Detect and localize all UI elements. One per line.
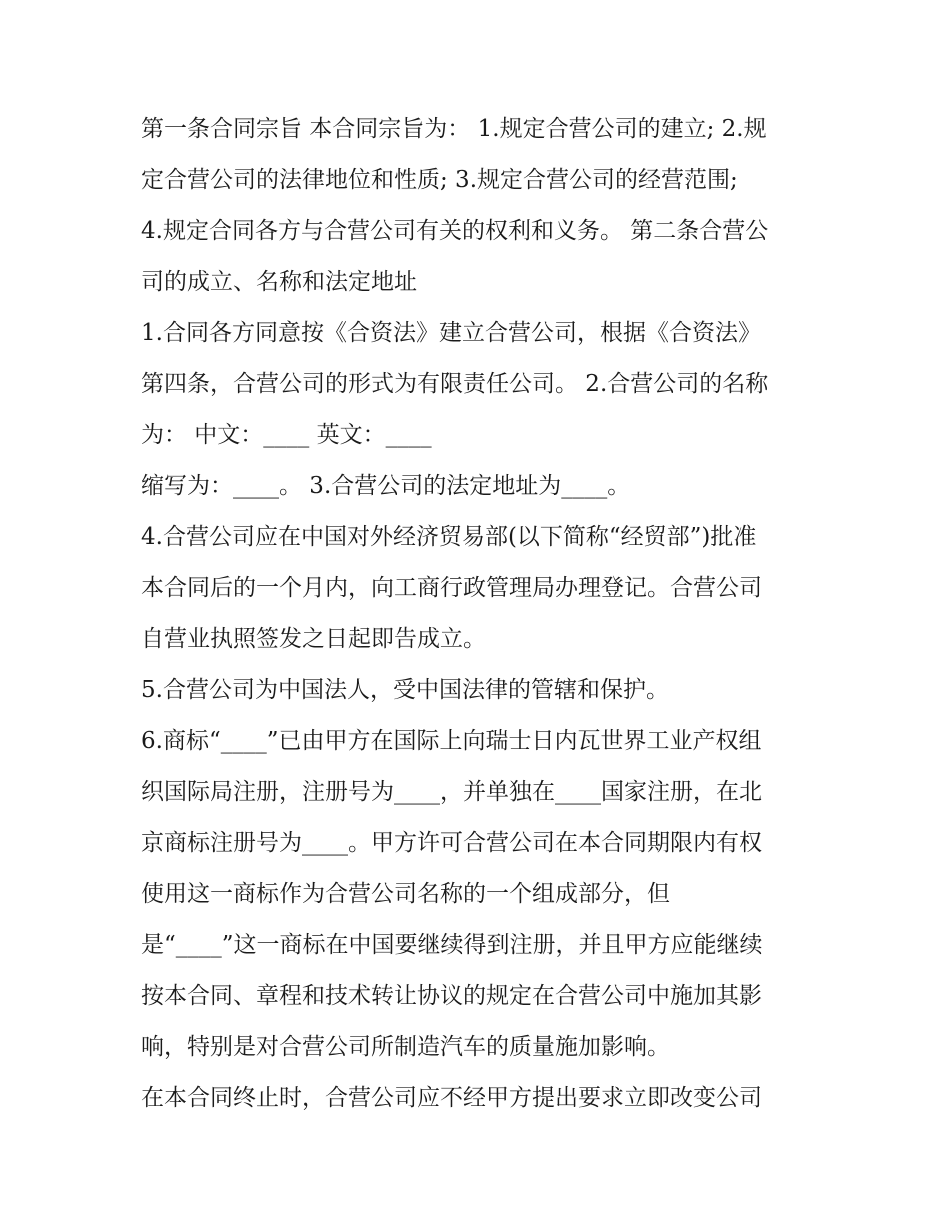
- text-line: 1.合同各方同意按《合资法》建立合营公司，根据《合资法》: [141, 320, 761, 346]
- text-line: 4.合营公司应在中国对外经济贸易部(以下简称“经贸部”)批准: [141, 524, 757, 550]
- paragraph: [141, 104, 813, 308]
- text-line: 按本合同、章程和技术转让协议的规定在合营公司中施加其影: [141, 983, 762, 1009]
- paragraph: [141, 308, 813, 461]
- text-line: 第四条，合营公司的形式为有限责任公司。 2.合营公司的名称: [141, 371, 769, 397]
- text-line: 使用这一商标作为合营公司名称的一个组成部分，但: [141, 881, 670, 907]
- text-line: 响，特别是对合营公司所制造汽车的质量施加影响。: [141, 1034, 670, 1060]
- text-line: 为： 中文：____ 英文：____: [141, 422, 432, 448]
- text-line: 京商标注册号为____。甲方许可合营公司在本合同期限内有权: [141, 830, 762, 856]
- text-line: 司的成立、名称和法定地址: [141, 269, 417, 295]
- paragraph: [141, 512, 813, 665]
- text-line: 5.合营公司为中国法人，受中国法律的管辖和保护。: [141, 677, 669, 703]
- text-line: 6.商标“____”已由甲方在国际上向瑞士日内瓦世界工业产权组: [141, 728, 762, 754]
- paragraph: [141, 716, 813, 1073]
- text-line: 织国际局注册，注册号为____，并单独在____国家注册，在北: [141, 779, 762, 805]
- paragraph: [141, 461, 813, 512]
- text-line: 定合营公司的法律地位和性质; 3.规定合营公司的经营范围;: [141, 167, 738, 193]
- text-line: 是“____”这一商标在中国要继续得到注册，并且甲方应能继续: [141, 932, 763, 958]
- text-line: 缩写为：____。 3.合营公司的法定地址为____。: [141, 473, 631, 499]
- text-line: 自营业执照签发之日起即告成立。: [141, 626, 486, 652]
- text-line: 4.规定合同各方与合营公司有关的权利和义务。 第二条合营公: [141, 218, 769, 244]
- paragraph: [141, 665, 813, 716]
- text-line: 本合同后的一个月内，向工商行政管理局办理登记。合营公司: [141, 575, 762, 601]
- document-body: [141, 104, 813, 1124]
- text-line: 第一条合同宗旨 本合同宗旨为： 1.规定合营公司的建立; 2.规: [141, 116, 767, 142]
- paragraph: [141, 1073, 813, 1124]
- text-line: 在本合同终止时，合营公司应不经甲方提出要求立即改变公司: [141, 1085, 762, 1111]
